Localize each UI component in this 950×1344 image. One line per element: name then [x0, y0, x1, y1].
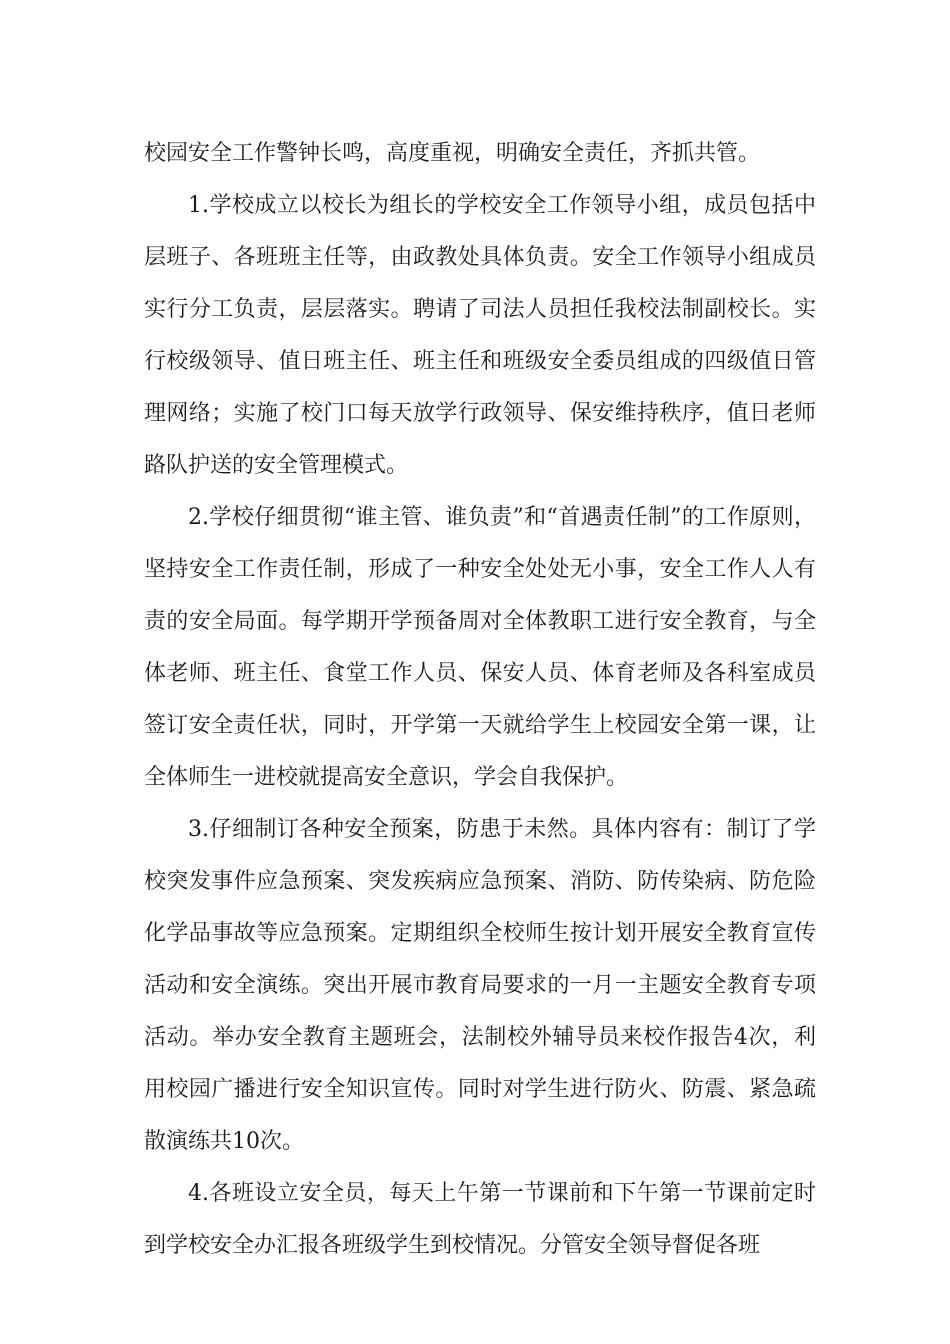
- document-body: [144, 128, 816, 1272]
- paragraph-item-3: 3.仔细制订各种安全预案，防患于未然。具体内容有：制订了学校突发事件应急预案、突发疾病应急预案、消防、防传染病、防危险化学品事故等应急预案。定期组织全校师生按计划开展安全教育宣传活动和安全演练。突出开展市教育局要求的一月一主题安全教育专项活动。举办安全教育主题班会，法制校外辅导员来校作报告4次，利用校园广播进行安全知识宣传。同时对学生进行防火、防震、紧急疏散演练共10次。: [144, 817, 816, 1154]
- paragraph-intro: 校园安全工作警钟长鸣，高度重视，明确安全责任，齐抓共管。: [144, 141, 761, 166]
- paragraph-item-1: 1.学校成立以校长为组长的学校安全工作领导小组，成员包括中层班子、各班班主任等，由政教处具体负责。安全工作领导小组成员实行分工负责，层层落实。聘请了司法人员担任我校法制副校长。实行校级领导、值日班主任、班主任和班级安全委员组成的四级值日管理网络；实施了校门口每天放学行政领导、保安维持秩序，值日老师路队护送的安全管理模式。: [144, 193, 816, 478]
- paragraph-item-4: 4.各班设立安全员，每天上午第一节课前和下午第一节课前定时到学校安全办汇报各班级学生到校情况。分管安全领导督促各班: [144, 1181, 816, 1258]
- paragraph-item-2: 2.学校仔细贯彻“谁主管、谁负责”和“首遇责任制”的工作原则，坚持安全工作责任制，形成了一种安全处处无小事，安全工作人人有责的安全局面。每学期开学预备周对全体教职工进行安全教育，与全体老师、班主任、食堂工作人员、保安人员、体育老师及各科室成员签订安全责任状，同时，开学第一天就给学生上校园安全第一课，让全体师生一进校就提高安全意识，学会自我保护。: [144, 505, 816, 790]
